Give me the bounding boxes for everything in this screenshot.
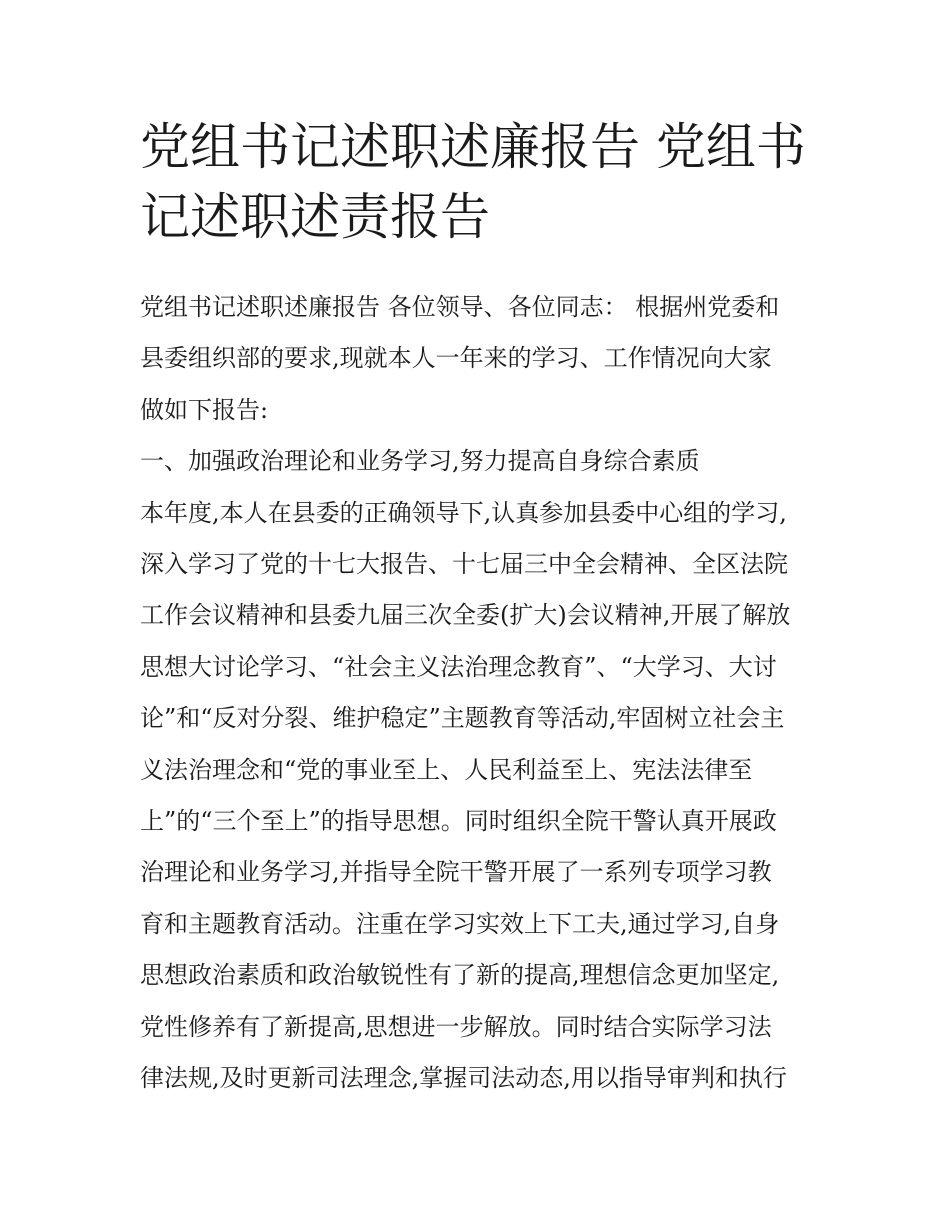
title-line: 党组书记述职述廉报告 党组书 [140,118,806,176]
document-title [140,112,820,252]
body-line: 党性修养有了新提高,思想进一步解放。同时结合实际学习法 [140,1012,772,1041]
title-line: 记述职述责报告 [140,188,490,246]
body-line: 治理论和业务学习,并指导全院干警开展了一系列专项学习教 [140,858,772,887]
body-line: 思想政治素质和政治敏锐性有了新的提高,理想信念更加坚定, [140,961,780,990]
document-body [140,282,820,1105]
body-line: 县委组织部的要求,现就本人一年来的学习、工作情况向大家 [140,344,772,373]
body-line: 育和主题教育活动。注重在学习实效上下工夫,通过学习,自身 [140,909,780,938]
body-line: 工作会议精神和县委九届三次全委(扩大)会议精神,开展了解放 [140,601,791,630]
body-line: 本年度,本人在县委的正确领导下,认真参加县委中心组的学习, [140,498,787,527]
body-line: 党组书记述职述廉报告 各位领导、各位同志： 根据州党委和 [140,293,780,321]
body-line: 义法治理念和“党的事业至上、人民利益至上、宪法法律至 [140,755,753,784]
body-line: 做如下报告: [140,395,269,424]
body-line: 上”的“三个至上”的指导思想。同时组织全院干警认真开展政 [140,807,777,836]
body-line: 思想大讨论学习、“社会主义法治理念教育”、“大学习、大讨 [140,652,777,681]
body-line: 论”和“反对分裂、维护稳定”主题教育等活动,牢固树立社会主 [140,704,785,733]
document-page [140,112,820,1105]
body-line: 深入学习了党的十七大报告、十七届三中全会精神、全区法院 [140,550,788,579]
body-line: 律法规,及时更新司法理念,掌握司法动态,用以指导审判和执行 [140,1064,787,1093]
section-heading: 一、加强政治理论和业务学习,努力提高自身综合素质 [140,447,700,476]
